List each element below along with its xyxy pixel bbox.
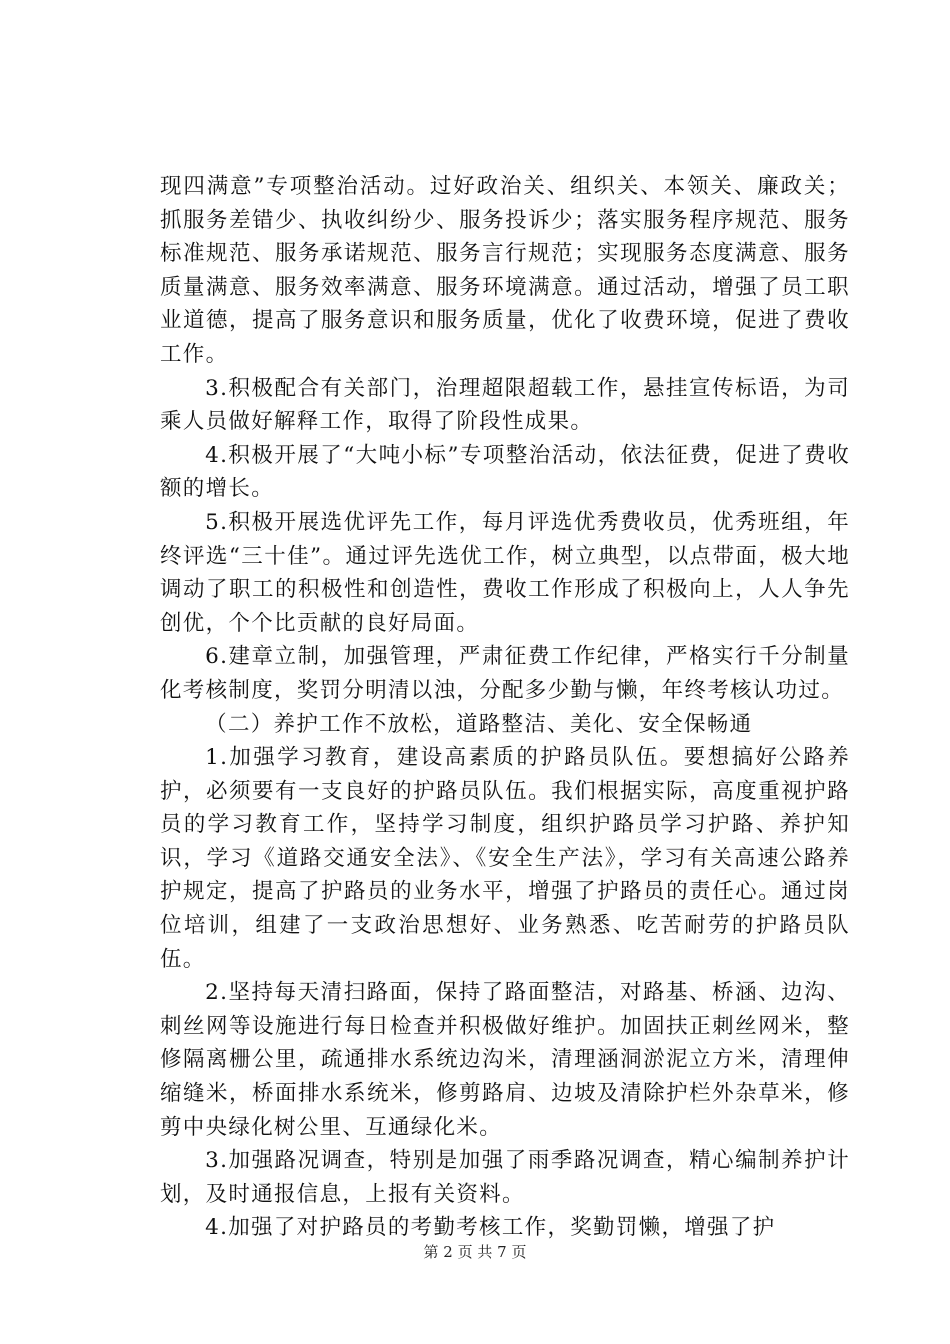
paragraph-4: 5.积极开展选优评先工作，每月评选优秀费收员，优秀班组，年终评选“三十佳”。通过评先选优工作，树立典型，以点带面，极大地调动了职工的积极性和创造性，费收工作形成了积极向上，人人争先创优，个个比贡献的良好局面。	[160, 509, 850, 636]
paragraph-1: 现四满意”专项整治活动。过好政治关、组织关、本领关、廉政关；抓服务差错少、执收纠纷少、服务投诉少；落实服务程序规范、服务标准规范、服务承诺规范、服务言行规范；实现服务态度满意、服务质量满意、服务效率满意、服务环境满意。通过活动，增强了员工职业道德，提高了服务意识和服务质量，优化了收费环境，促进了费收工作。	[160, 174, 850, 367]
page-footer	[0, 1242, 950, 1262]
document-body	[160, 170, 850, 1245]
section-heading: （二）养护工作不放松，道路整洁、美化、安全保畅通	[205, 711, 753, 737]
paragraph-7: 1.加强学习教育，建设高素质的护路员队伍。要想搞好公路养护，必须要有一支良好的护路员队伍。我们根据实际，高度重视护路员的学习教育工作，坚持学习制度，组织护路员学习护路、养护知识，学习《道路交通安全法》、《安全生产法》，学习有关高速公路养护规定，提高了护路员的业务水平，增强了护路员的责任心。通过岗位培训，组建了一支政治思想好、业务熟悉、吃苦耐劳的护路员队伍。	[160, 745, 850, 972]
paragraph-8: 2.坚持每天清扫路面，保持了路面整洁，对路基、桥涵、边沟、刺丝网等设施进行每日检查并积极做好维护。加固扶正刺丝网米，整修隔离栅公里，疏通排水系统边沟米，清理涵洞淤泥立方米，清理伸缩缝米，桥面排水系统米，修剪路肩、边坡及清除护栏外杂草米，修剪中央绿化树公里、互通绿化米。	[160, 980, 850, 1140]
paragraph-2: 3.积极配合有关部门，治理超限超载工作，悬挂宣传标语，为司乘人员做好解释工作，取得了阶段性成果。	[160, 375, 850, 435]
paragraph-10: 4.加强了对护路员的考勤考核工作，奖勤罚懒，增强了护	[205, 1215, 776, 1241]
paragraph-9: 3.加强路况调查，特别是加强了雨季路况调查，精心编制养护计划，及时通报信息，上报有关资料。	[160, 1148, 850, 1207]
page-number: 第 2 页 共 7 页	[423, 1243, 527, 1261]
paragraph-3: 4.积极开展了“大吨小标”专项整治活动，依法征费，促进了费收额的增长。	[160, 442, 850, 502]
paragraph-5: 6.建章立制，加强管理，严肃征费工作纪律，严格实行千分制量化考核制度，奖罚分明清以浊，分配多少勤与懒，年终考核认功过。	[160, 644, 850, 703]
